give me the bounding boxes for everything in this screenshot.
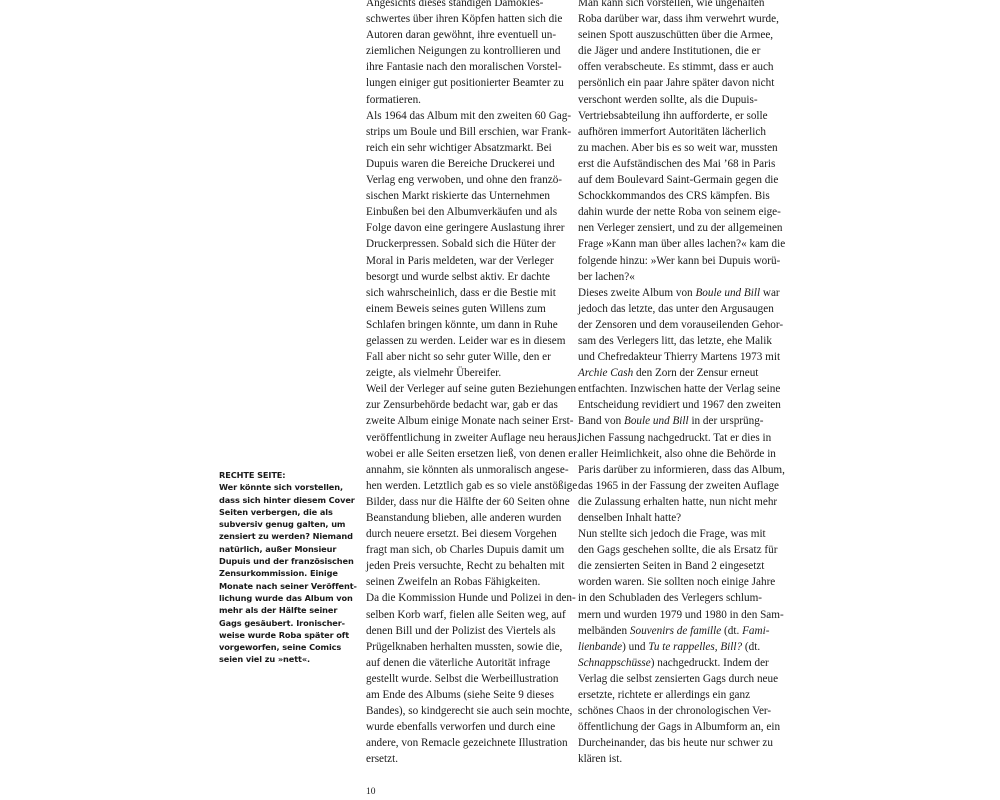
caption-line: mehr als der Hälfte seiner bbox=[219, 605, 338, 616]
text-line: annahm, sie könnten als unmoralisch angese- bbox=[366, 463, 569, 476]
text-line: die Zulassung erhalten hatte, nun nicht mehr bbox=[578, 495, 778, 508]
text-line: Schockkommandos des CRS kämpfen. Bis bbox=[578, 190, 770, 203]
text-line: wurde ebenfalls verworfen und durch eine bbox=[366, 721, 556, 734]
text-line: erst die Aufständischen des Mai ’68 in Paris bbox=[578, 157, 776, 170]
text-line: entfachten. Inzwischen hatte der Verlag seine bbox=[578, 383, 781, 396]
text-line: aufhören immerfort Autoritäten lächerlich bbox=[578, 125, 766, 138]
text-line: aller Heimlichkeit, also ohne die Behörde in bbox=[578, 447, 776, 460]
text-line: seinen Zweifeln an Robas Fähigkeiten. bbox=[366, 576, 541, 589]
text-line: ber lachen?« bbox=[578, 270, 635, 283]
text-line: Moral in Paris meldeten, war der Verleger bbox=[366, 254, 554, 267]
caption-line: lichung wurde das Album von bbox=[219, 592, 353, 603]
text-line: durch neuere ersetzt. Bei diesem Vorgehen bbox=[366, 528, 557, 541]
image-caption bbox=[219, 469, 357, 666]
text-line: Als 1964 das Album mit den zweiten 60 Gag- bbox=[366, 109, 572, 122]
text-line: Band von Boule und Bill in der ursprüng- bbox=[578, 415, 764, 428]
text-line: selben Korb warf, fielen alle Seiten weg, auf bbox=[366, 608, 566, 621]
text-line: gelassen zu werden. Leider war es in diesem bbox=[366, 334, 566, 347]
text-line: Durcheinander, das bis heute nur schwer zu bbox=[578, 737, 773, 750]
text-line: Prügelknaben herhalten mussten, sowie die, bbox=[366, 640, 563, 653]
text-line: Nun stellte sich jedoch die Frage, was mit bbox=[578, 528, 766, 541]
text-line: strips um Boule und Bill erschien, war Frank- bbox=[366, 125, 572, 138]
text-line: lienbande) und Tu te rappelles, Bill? (dt. bbox=[578, 640, 761, 653]
text-line: folgende hinzu: »Wer kann bei Dupuis worü- bbox=[578, 254, 781, 267]
text-line: zur Zensurbehörde bedacht war, gab er das bbox=[366, 399, 558, 412]
text-line: am Ende des Albums (siehe Seite 9 dieses bbox=[366, 689, 554, 702]
text-line: Dupuis waren die Bereiche Druckerei und bbox=[366, 157, 555, 170]
text-line: denselben Inhalt hatte? bbox=[578, 512, 682, 524]
text-line: dahin wurde der nette Roba von seinem eige- bbox=[578, 206, 781, 219]
text-line: zweite Album einige Monate nach seiner Erst- bbox=[366, 415, 574, 428]
text-line: veröffentlichung in zweiter Auflage neu heraus, bbox=[366, 431, 580, 444]
text-line: Druckerpressen. Sobald sich die Hüter der bbox=[366, 238, 556, 251]
text-line: melbänden Souvenirs de famille (dt. Fami- bbox=[578, 624, 770, 637]
text-line: in den Schubladen des Verlegers schlum- bbox=[578, 592, 763, 605]
text-line: schönes Chaos in der chronologischen Ver- bbox=[578, 705, 772, 718]
text-line: Dieses zweite Album von Boule und Bill war bbox=[578, 286, 780, 299]
text-line: Schlafen bringen könnte, um dann in Ruhe bbox=[366, 318, 558, 331]
text-line: Angesichts dieses ständigen Damokles- bbox=[366, 0, 544, 9]
text-line: die zensierten Seiten in Band 2 eingesetzt bbox=[578, 560, 765, 573]
caption-line: zensiert zu werden? Niemand bbox=[219, 531, 353, 542]
text-line: zeigte, als vielmehr Übereifer. bbox=[366, 367, 502, 380]
text-line: ihre Fantasie nach den moralischen Vorstel- bbox=[366, 61, 562, 74]
text-line: Paris darüber zu informieren, dass das Album, bbox=[578, 463, 785, 476]
text-line: Verlag die selbst zensierten Gags durch neue bbox=[578, 672, 779, 685]
caption-line: seien viel zu »nett«. bbox=[219, 654, 311, 665]
text-line: Fall aber nicht so sehr guter Wille, den er bbox=[366, 351, 551, 364]
text-line: verschont werden sollte, als die Dupuis- bbox=[578, 93, 758, 106]
text-line: Entscheidung revidiert und 1967 den zweiten bbox=[578, 399, 781, 412]
text-line: gestellt wurde. Selbst die Werbeillustration bbox=[366, 672, 559, 685]
text-line: Archie Cash den Zorn der Zensur erneut bbox=[578, 367, 759, 380]
text-line: Autoren daran gewöhnt, ihre eventuell un- bbox=[366, 29, 557, 42]
caption-line: Zensurkommission. Einige bbox=[219, 568, 338, 579]
text-line: Weil der Verleger auf seine guten Beziehungen bbox=[366, 383, 577, 396]
text-line: seinen Spott auszuschütten über die Armee, bbox=[578, 29, 774, 42]
text-line: Man kann sich vorstellen, wie ungehalten bbox=[578, 0, 765, 9]
text-line: Schnappschüsse) nachgedruckt. Indem der bbox=[578, 656, 769, 669]
text-line: worden waren. Sie sollten noch einige Jahre bbox=[578, 576, 776, 589]
text-line: das 1965 in der Fassung der zweiten Auflage bbox=[578, 479, 780, 492]
text-line: mern und wurden 1979 und 1980 in den Sam- bbox=[578, 608, 784, 621]
caption-line: Dupuis und der französischen bbox=[219, 556, 354, 567]
text-column-left bbox=[366, 0, 580, 768]
caption-line: Monate nach seiner Veröffent- bbox=[219, 580, 357, 591]
text-line: auf denen die väterliche Autorität infrage bbox=[366, 656, 551, 669]
text-line: jedoch das letzte, das unter den Argusaugen bbox=[578, 302, 774, 315]
caption-line: Wer könnte sich vorstellen, bbox=[219, 482, 343, 493]
text-line: einem Beweis seines guten Willens zum bbox=[366, 302, 546, 315]
text-line: Einbußen bei den Albumverkäufen und als bbox=[366, 206, 558, 219]
text-line: Bilder, dass nur die Hälfte der 60 Seiten ohne bbox=[366, 495, 570, 508]
text-line: ersetzte, richtete er allerdings ein ganz bbox=[578, 689, 751, 702]
text-line: formatieren. bbox=[366, 93, 421, 106]
text-line: klären ist. bbox=[578, 753, 623, 766]
text-line: Bandes), so kindgerecht sie auch sein mochte, bbox=[366, 705, 573, 718]
text-line: Frage »Kann man über alles lachen?« kam die bbox=[578, 238, 786, 251]
text-line: besorgt und wurde selbst aktiv. Er dachte bbox=[366, 270, 550, 283]
text-line: die Jäger und andere Institutionen, die er bbox=[578, 45, 761, 58]
text-line: den Gags geschehen sollte, die als Ersatz für bbox=[578, 544, 778, 557]
text-line: ersetzt. bbox=[366, 753, 398, 766]
text-line: öffentlichung der Gags in Albumform an, ein bbox=[578, 721, 781, 734]
text-line: schwertes über ihren Köpfen hatten sich die bbox=[366, 13, 563, 26]
text-line: und Chefredakteur Thierry Martens 1973 mit bbox=[578, 351, 781, 364]
caption-line: dass sich hinter diesem Cover bbox=[219, 494, 355, 505]
text-line: reich ein sehr wichtiger Absatzmarkt. Bei bbox=[366, 141, 552, 154]
caption-line: weise wurde Roba später oft bbox=[219, 629, 350, 640]
text-line: Folge davon eine geringere Auslastung ihrer bbox=[366, 222, 565, 235]
text-line: sam des Verlegers litt, das letzte, ehe Malik bbox=[578, 334, 772, 347]
caption-heading: RECHTE SEITE: bbox=[219, 470, 286, 480]
text-line: auf dem Boulevard Saint-Germain gegen die bbox=[578, 174, 779, 187]
page-number: 10 bbox=[366, 787, 376, 797]
caption-line: Gags gesäubert. Ironischer- bbox=[219, 617, 345, 628]
text-line: sischen Markt riskierte das Unternehmen bbox=[366, 190, 550, 203]
text-column-right bbox=[578, 0, 786, 768]
text-line: wobei er alle Seiten ersetzen ließ, von denen er bbox=[366, 447, 577, 460]
text-line: hen werden. Letztlich gab es so viele anstößige bbox=[366, 479, 578, 492]
caption-line: Seiten verbergen, die als bbox=[219, 506, 333, 517]
text-line: nen Verleger zensiert, und zu der allgemeinen bbox=[578, 222, 783, 235]
text-line: der Zensoren und dem vorauseilenden Gehor- bbox=[578, 318, 784, 331]
caption-body bbox=[219, 481, 357, 665]
text-line: Vertriebsabteilung ihn aufforderte, er solle bbox=[578, 109, 768, 122]
text-line: andere, von Remacle gezeichnete Illustration bbox=[366, 737, 568, 750]
caption-line: vorgeworfen, seine Comics bbox=[219, 642, 342, 653]
text-line: lichen Fassung nachgedruckt. Tat er dies in bbox=[578, 431, 772, 444]
text-line: lungen einiger gut positionierter Beamter zu bbox=[366, 77, 564, 90]
text-line: Da die Kommission Hunde und Polizei in den- bbox=[366, 592, 576, 605]
text-line: denen Bill und der Polizist des Viertels als bbox=[366, 624, 556, 637]
text-line: Beanstandung blieben, alle anderen wurden bbox=[366, 512, 562, 524]
caption-line: natürlich, außer Monsieur bbox=[219, 543, 337, 554]
text-line: persönlich ein paar Jahre später davon nicht bbox=[578, 77, 775, 90]
text-line: fragt man sich, ob Charles Dupuis damit um bbox=[366, 544, 565, 557]
text-line: offen verabscheute. Es stimmt, dass er auch bbox=[578, 61, 774, 74]
text-line: jeden Preis versuchte, Recht zu behalten mit bbox=[366, 560, 565, 573]
caption-line: subversiv genug galten, um bbox=[219, 519, 346, 530]
text-line: zu machen. Aber bis es so weit war, mussten bbox=[578, 141, 778, 154]
text-line: sich wahrscheinlich, dass er die Bestie mit bbox=[366, 286, 556, 299]
text-line: Verlag eng verwoben, und ohne den franzö- bbox=[366, 174, 563, 187]
text-line: Roba darüber war, dass ihm verwehrt wurde, bbox=[578, 13, 779, 26]
text-line: ziemlichen Neigungen zu kontrollieren und bbox=[366, 45, 561, 58]
